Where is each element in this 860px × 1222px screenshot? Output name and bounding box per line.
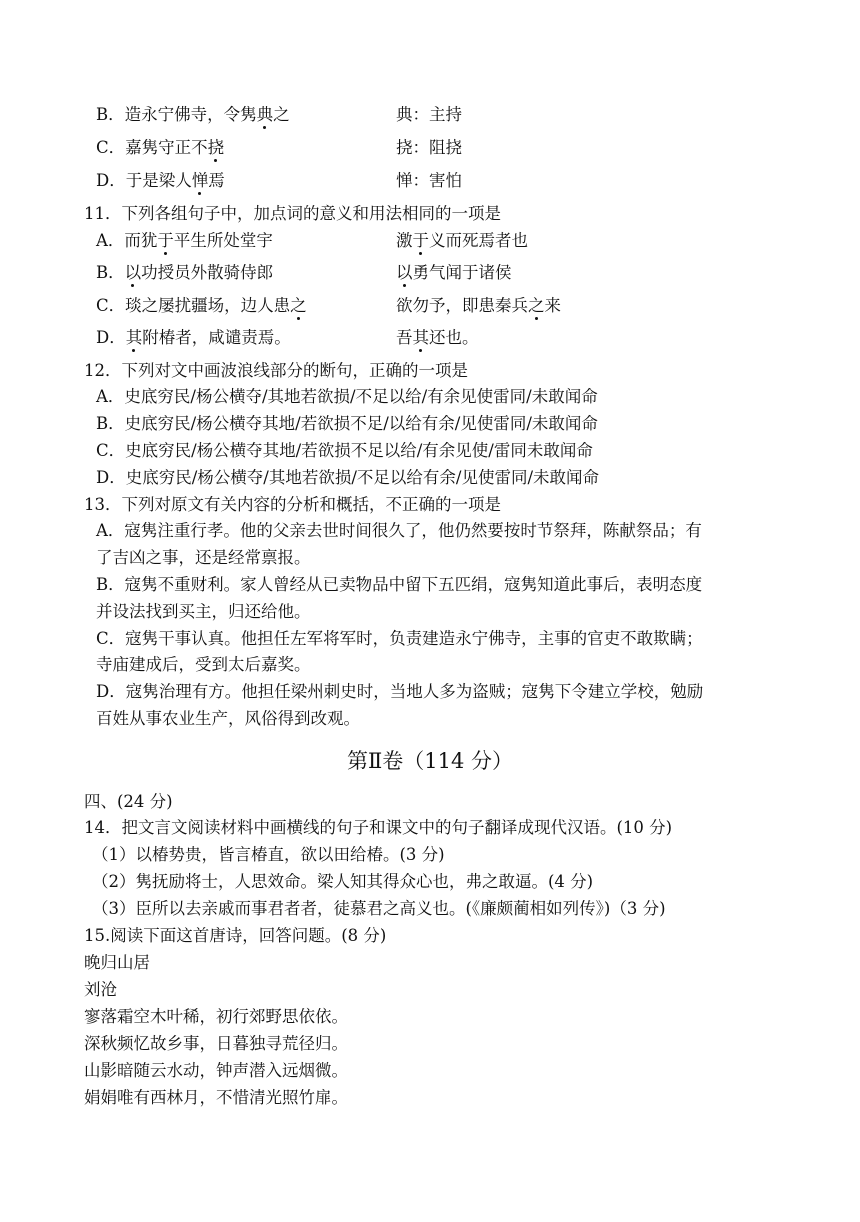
option-right: 典：主持 — [396, 105, 462, 124]
q10-option-c — [96, 134, 462, 158]
q12-option-a: A．史底穷民/杨公横夺/其地若欲损/不足以给/有余见使雷同/未敢闻命 — [96, 387, 598, 406]
option-left: B．以功授员外散骑侍郎 — [96, 263, 273, 282]
poem-line: 娟娟唯有西林月，不惜清光照竹扉。 — [84, 1088, 348, 1107]
poem-title: 晚归山居 — [84, 953, 150, 972]
q11-option-c — [96, 292, 561, 316]
option-left: C．琰之屡扰疆场，边人患之 — [96, 296, 307, 315]
part4-heading: 四、(24 分) — [84, 792, 173, 811]
dotted-char: 之 — [528, 292, 545, 316]
poem-line: 山影暗随云水动，钟声潜入远烟微。 — [84, 1061, 348, 1080]
q14-item: （2）隽抚励将士，人思效命。梁人知其得众心也，弗之敢逼。(4 分) — [92, 872, 594, 891]
q10-option-b — [96, 101, 462, 125]
dotted-char: 惮 — [192, 167, 209, 191]
option-right: 以勇气闻于诸侯 — [396, 259, 512, 283]
q12-option-d: D．史底穷民/杨公横夺/其地若欲损/不足以给有余/见使雷同/未敢闻命 — [96, 468, 600, 487]
dotted-char: 挠 — [208, 134, 225, 158]
poem-line: 深秋频忆故乡事，日暮独寻荒径归。 — [84, 1034, 348, 1053]
q13-line: B．寇隽不重财利。家人曾经从已卖物品中留下五匹绢，寇隽知道此事后，表明态度 — [96, 575, 703, 594]
section-title: 第Ⅱ卷（114 分） — [346, 749, 514, 773]
dotted-char: 其 — [413, 324, 430, 348]
q13-stem: 13．下列对原文有关内容的分析和概括，不正确的一项是 — [84, 495, 501, 514]
q13-line: 寺庙建成后，受到太后嘉奖。 — [96, 655, 311, 674]
q11-option-d — [96, 324, 479, 348]
q12-option-c: C．史底穷民/杨公横夺其地/若欲损不足以给/有余见使/雷同未敢闻命 — [96, 441, 593, 460]
option-left: B．造永宁佛寺，令隽典之 — [96, 105, 290, 124]
option-left: D．于是梁人惮焉 — [96, 171, 225, 190]
q15-stem: 15.阅读下面这首唐诗，回答问题。(8 分) — [84, 926, 387, 945]
dotted-char: 之 — [290, 292, 307, 316]
poem-line: 寥落霜空木叶稀，初行郊野思依依。 — [84, 1007, 348, 1026]
q11-stem: 11．下列各组句子中，加点词的意义和用法相同的一项是 — [84, 204, 501, 223]
q13-line: C．寇隽干事认真。他担任左军将军时，负责建造永宁佛寺，主事的官吏不敢欺瞒； — [96, 629, 703, 648]
dotted-char: 以 — [396, 259, 413, 283]
dotted-char: 以 — [125, 259, 142, 283]
option-left: A．而犹于平生所处堂宇 — [96, 231, 273, 250]
q14-item: （3）臣所以去亲戚而事君者者，徒慕君之高义也。(《廉颇蔺相如列传》)（3 分) — [92, 899, 666, 918]
option-right: 吾其还也。 — [396, 324, 479, 348]
q12-stem: 12．下列对文中画波浪线部分的断句，正确的一项是 — [84, 361, 468, 380]
dotted-char: 其 — [126, 324, 143, 348]
q11-option-b — [96, 259, 512, 283]
q10-option-d — [96, 167, 462, 191]
option-left: D．其附椿者，咸谴责焉。 — [96, 328, 291, 347]
dotted-char: 典 — [257, 101, 274, 125]
option-right: 激于义而死焉者也 — [396, 227, 528, 251]
q13-line: D．寇隽治理有方。他担任梁州刺史时，当地人多为盗贼；寇隽下令建立学校，勉励 — [96, 682, 704, 701]
q13-line: A．寇隽注重行孝。他的父亲去世时间很久了，他仍然要按时节祭拜，陈献祭品；有 — [96, 521, 702, 540]
q13-line: 百姓从事农业生产，风俗得到改观。 — [96, 709, 360, 728]
q14-item: （1）以椿势贵，皆言椿直，欲以田给椿。(3 分) — [92, 845, 445, 864]
option-right: 欲勿予，即患秦兵之来 — [396, 292, 561, 316]
poem-author: 刘沧 — [84, 980, 117, 999]
q12-option-b: B．史底穷民/杨公横夺其地/若欲损不足/以给有余/见使雷同/未敢闻命 — [96, 414, 598, 433]
option-left: C．嘉隽守正不挠 — [96, 138, 224, 157]
q11-option-a — [96, 227, 528, 251]
q13-line: 了吉凶之事，还是经常禀报。 — [96, 548, 311, 567]
q13-line: 并设法找到买主，归还给他。 — [96, 602, 311, 621]
option-right: 挠：阻挠 — [396, 138, 462, 157]
q14-stem: 14．把文言文阅读材料中画横线的句子和课文中的句子翻译成现代汉语。(10 分) — [84, 818, 673, 837]
dotted-char: 于 — [157, 227, 174, 251]
dotted-char: 于 — [413, 227, 430, 251]
option-right: 惮：害怕 — [396, 171, 462, 190]
